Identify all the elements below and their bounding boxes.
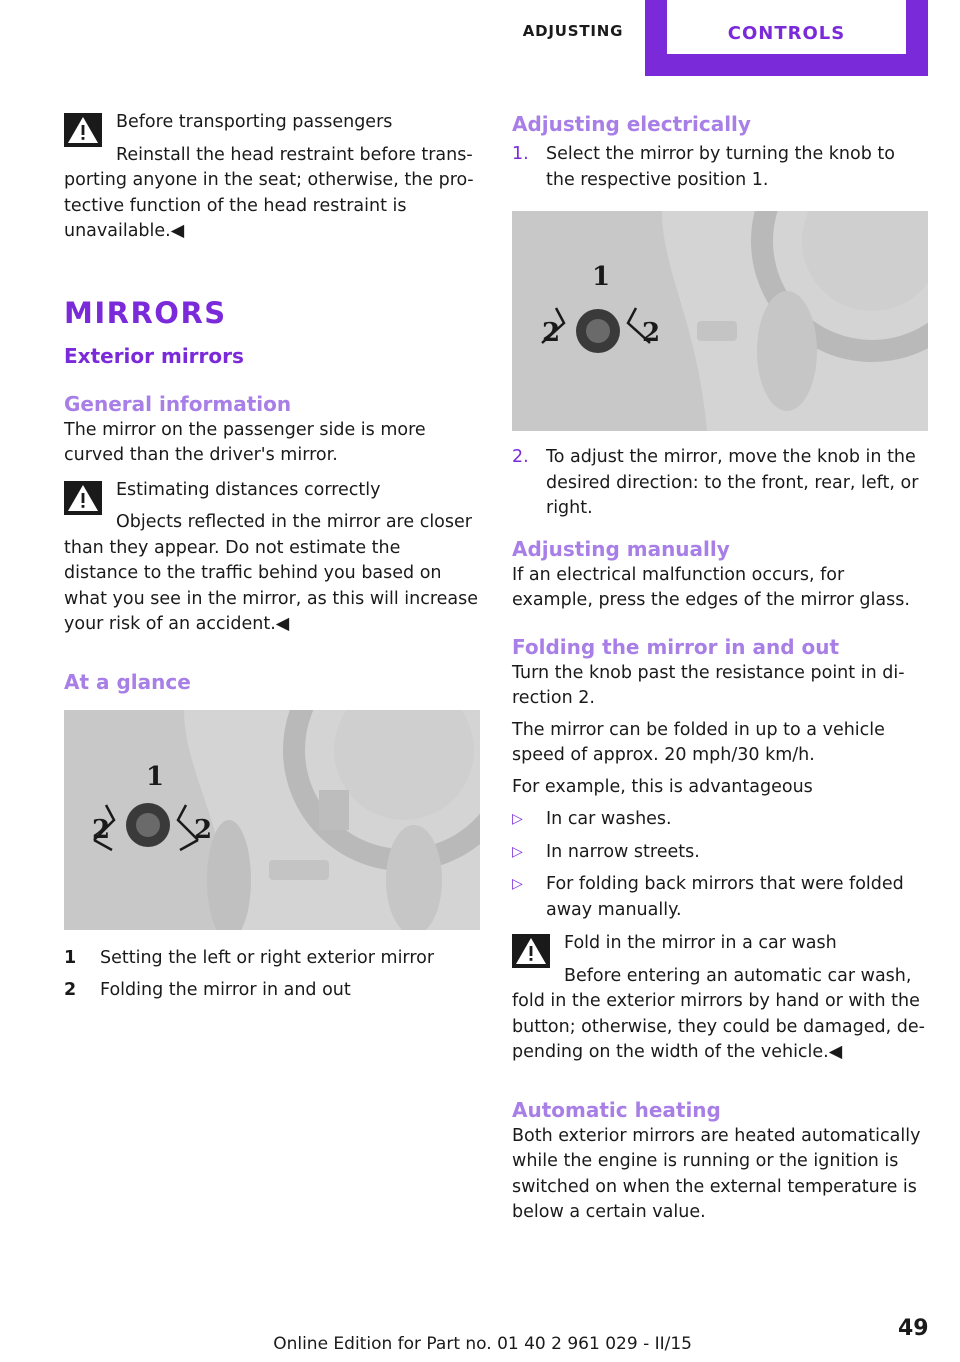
- knob-callout-2-right: [642, 318, 660, 348]
- bullet-list: [512, 807, 928, 923]
- manual-heading: Adjusting manually: [512, 536, 730, 561]
- bullet-icon: ▷: [512, 876, 523, 892]
- steps-list-continued: [512, 445, 928, 522]
- warning-title: Before transporting passengers: [116, 112, 393, 132]
- svg-text:1: 1: [592, 262, 611, 292]
- warning-head-restraint: [64, 110, 480, 245]
- step-number: 1.: [512, 144, 529, 164]
- bullet-text: In narrow streets.: [546, 841, 700, 862]
- glance-heading: At a glance: [64, 669, 191, 694]
- legend-number: 1: [64, 947, 77, 968]
- folding-text: Turn the knob past the resistance point in direction 2.: [512, 662, 905, 708]
- dashboard-illustration: [512, 211, 928, 431]
- page-number: 49: [898, 1316, 929, 1341]
- chapter-tab-band: [645, 0, 928, 76]
- image-legend: [64, 942, 480, 1006]
- chapter-title: MIRRORS: [64, 295, 227, 330]
- legend-text: Folding the mirror in and out: [100, 979, 351, 1000]
- step-number: 2.: [512, 447, 529, 467]
- bullet-icon: ▷: [512, 843, 523, 860]
- warning-body: Objects reflected in the mirror are closer than they appear. Do not estimate the distance to the traffic behind you based on what you see in the mirror, as this will increase your risk of an accident.◀: [64, 512, 479, 634]
- list-item: [512, 872, 928, 923]
- mirror-knob-image: [512, 211, 928, 431]
- edition-text: Online Edition for Part no. 01 40 2 961 029 - II/15: [273, 1334, 692, 1354]
- warning-distances: [64, 478, 480, 638]
- mirror-callout-2-left: [92, 815, 110, 845]
- svg-text:2: 2: [642, 318, 661, 348]
- list-item: [512, 840, 928, 866]
- general-text: The mirror on the passenger side is more curved than the driver's mirror.: [64, 419, 426, 465]
- bullet-text: In car washes.: [546, 809, 672, 829]
- folding-advantage-text: For example, this is advantageous: [512, 776, 813, 797]
- svg-text:2: 2: [542, 318, 561, 348]
- step-text: Select the mirror by turning the knob to the respective position 1.: [546, 144, 895, 190]
- step-text: To adjust the mirror, move the knob in the desired direction: to the front, rear, left, or right.: [546, 447, 919, 518]
- svg-text:1: 1: [146, 761, 165, 792]
- svg-text:2: 2: [194, 814, 213, 845]
- dashboard-illustration: [64, 710, 480, 930]
- electric-heading: Adjusting electrically: [512, 112, 751, 136]
- list-item: [512, 807, 928, 833]
- warning-car-wash: [512, 931, 928, 1066]
- svg-text:2: 2: [92, 814, 111, 845]
- section-tab: ADJUSTING: [522, 22, 624, 40]
- heating-text: Both exterior mirrors are heated automatically while the engine is running or the ignition is switched on when the external temperature is below a certain value.: [512, 1125, 921, 1222]
- warning-icon: [512, 934, 550, 968]
- bullet-icon: ▷: [512, 811, 523, 827]
- bullet-text: For folding back mirrors that were folded away manually.: [546, 874, 904, 920]
- legend-item: [64, 974, 480, 1006]
- warning-title: Estimating distances correctly: [116, 479, 381, 500]
- warning-body: Before entering an automatic car wash, fold in the exterior mirrors by hand or with the button; otherwise, they could be damaged, depending on the width of the vehicle.◀: [512, 965, 925, 1062]
- folding-heading: Folding the mirror in and out: [512, 634, 840, 659]
- legend-text: Setting the left or right exterior mirror: [100, 947, 435, 968]
- legend-number: 2: [64, 979, 77, 1000]
- heating-heading: Automatic heating: [512, 1097, 721, 1122]
- right-column: [512, 110, 928, 1226]
- mirror-callout-1: [146, 762, 164, 792]
- steps-list: [512, 142, 928, 193]
- warning-icon: [64, 481, 102, 515]
- chapter-tab: CONTROLS: [667, 0, 906, 54]
- knob-callout-2-left: [542, 318, 560, 348]
- mirror-control-image: [64, 710, 480, 930]
- folding-speed-text: The mirror can be folded in up to a vehicle speed of approx. 20 mph/30 km/h.: [512, 719, 885, 765]
- warning-body: Reinstall the head restraint before transporting anyone in the seat; otherwise, the protective function of the head restraint is unavailable.◀: [64, 144, 474, 241]
- section-title: Exterior mirrors: [64, 343, 244, 368]
- general-heading: General information: [64, 391, 292, 416]
- knob-callout-1: [592, 262, 610, 292]
- warning-title: Fold in the mirror in a car wash: [564, 933, 837, 953]
- list-item: [512, 445, 928, 522]
- warning-icon: [64, 113, 102, 147]
- left-column: [64, 110, 480, 1006]
- list-item: [512, 142, 928, 193]
- mirror-callout-2-right: [194, 815, 212, 845]
- legend-item: [64, 942, 480, 974]
- manual-text: If an electrical malfunction occurs, for example, press the edges of the mirror glass.: [512, 564, 910, 610]
